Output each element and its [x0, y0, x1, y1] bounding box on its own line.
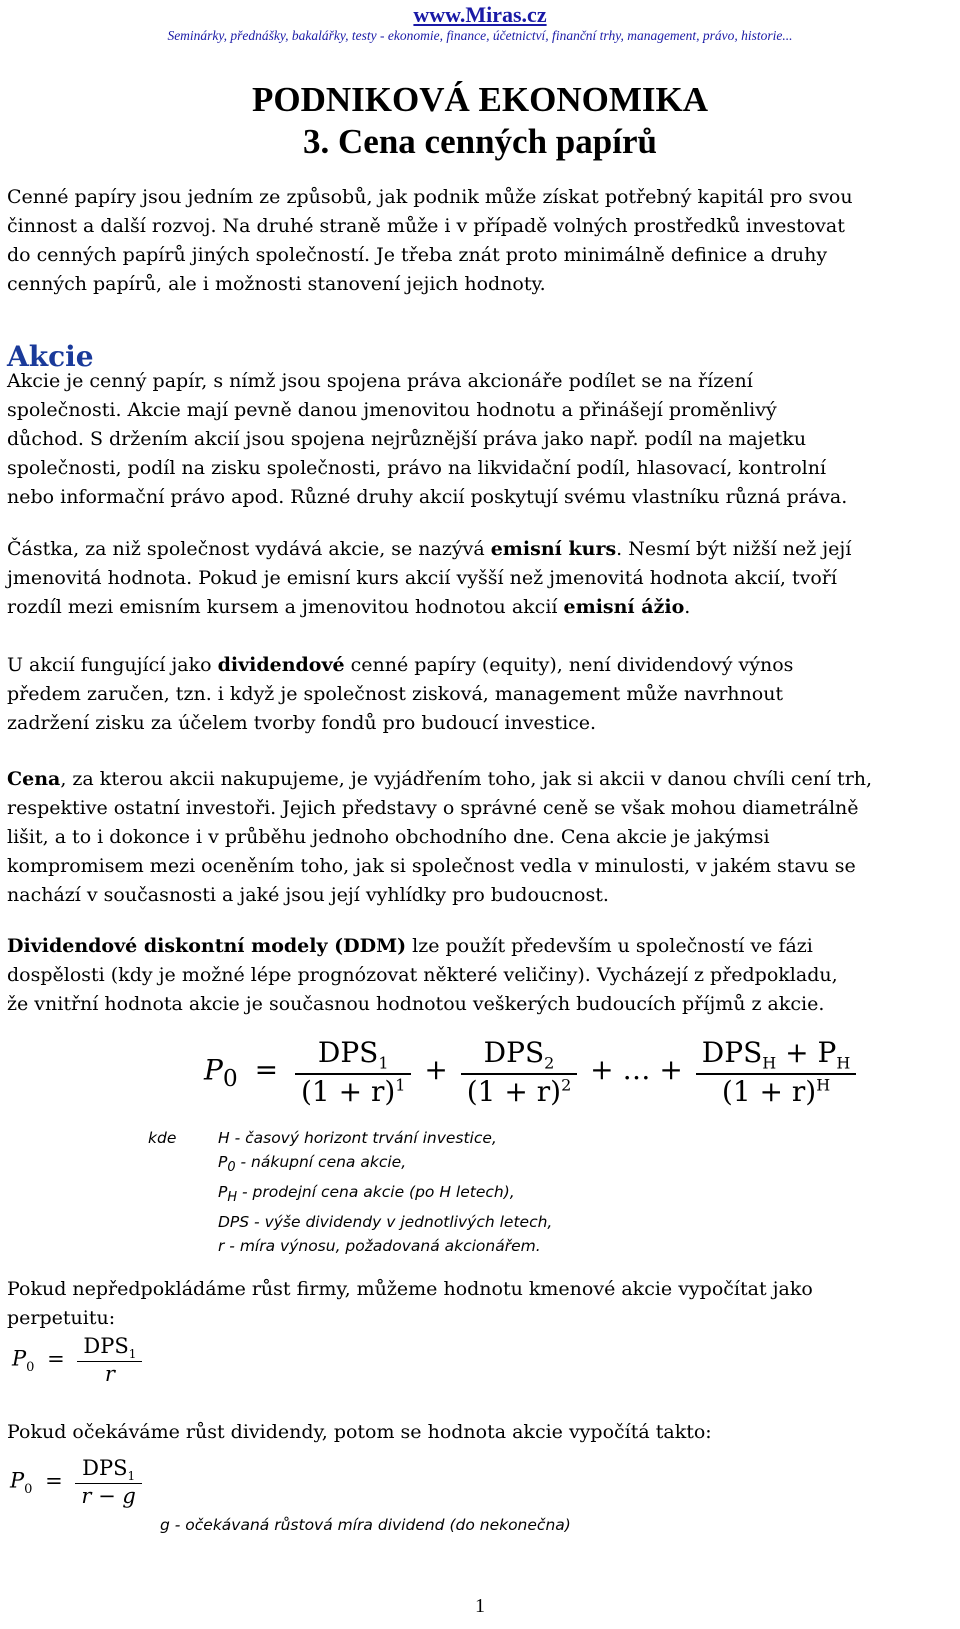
term-emisni-kurs: emisní kurs: [490, 538, 617, 560]
cena-paragraph: [7, 765, 957, 910]
text-line: cenných papírů, ale i možnosti stanovení jejich hodnoty.: [7, 273, 546, 295]
text-line: předem zaručen, tzn. i když je společnost zisková, management může navrhnout: [7, 683, 784, 705]
text-line: zadržení zisku za účelem tvorby fondů pro budoucí investice.: [7, 712, 597, 734]
text-line: Pokud nepředpokládáme růst firmy, můžeme hodnotu kmenové akcie vypočítat jako: [7, 1278, 813, 1300]
text-line: Akcie je cenný papír, s nímž jsou spojena práva akcionáře podílet se na řízení: [7, 370, 753, 392]
term-dividendove: dividendové: [217, 654, 345, 676]
ddm-term-2: $\frac{DPS_2}{(1 + r)^2}$: [461, 1036, 578, 1108]
legend-kde: kde: [148, 1129, 177, 1147]
perpetuita-paragraph: [7, 1275, 957, 1333]
chapter-title: 3. Cena cenných papírů: [303, 122, 657, 161]
site-subtitle: Seminárky, přednášky, bakalářky, testy - ekonomie, finance, účetnictví, finanční trhy, management, právo, historie...: [167, 28, 793, 43]
text-line: Pokud očekáváme růst dividendy, potom se hodnota akcie vypočítá takto:: [7, 1421, 712, 1443]
text-line: společnosti, podíl na zisku společnosti, právo na likvidační podíl, hlasovací, kontrolní: [7, 457, 827, 479]
text-line: respektive ostatní investoři. Jejich představy o správné ceně se však mohou diametrálně: [7, 797, 859, 819]
intro-paragraph: [7, 183, 957, 299]
text-line: lišit, a to i dokonce i v průběhu jednoho obchodního dne. Cena akcie je jakýmsi: [7, 826, 770, 848]
text-line: kompromisem mezi oceněním toho, jak si společnost vedla v minulosti, v jakém stavu se: [7, 855, 856, 877]
text-line: dospělosti (kdy je možné lépe prognózovat některé veličiny). Vycházejí z předpokladu,: [7, 964, 838, 986]
legend-item: H - časový horizont trvání investice,: [218, 1129, 497, 1147]
legend-item: r - míra výnosu, požadovaná akcionářem.: [218, 1237, 541, 1256]
ddm-term-h: $\frac{DPS_H + P_H}{(1 + r)^H}$: [696, 1036, 857, 1108]
term-emisni-azio: emisní ážio: [563, 596, 685, 618]
text-line: Částka, za niž společnost vydává akcie, se nazývá emisní kurs. Nesmí být nižší než její: [7, 538, 852, 560]
dividendove-paragraph: [7, 651, 957, 738]
page-number: 1: [475, 1595, 485, 1617]
text-line: Dividendové diskontní modely (DDM) lze použít především u společností ve fázi: [7, 935, 813, 957]
akcie-paragraph: [7, 367, 957, 512]
ddm-formula: $P_0$ = $\frac{DPS_1}{(1 + r)^1}$ + $\frac{DPS_2}{(1 + r)^2}$ + … + $\frac{DPS_H + P_H}{(1 + r)^H}$: [204, 1036, 856, 1108]
growth-formula: $P_0$ = $\frac{DPS_1}{r - g}$: [10, 1456, 142, 1508]
growth-note: g - očekávaná růstová míra dividend (do nekonečna): [160, 1516, 571, 1534]
section-heading: Akcie: [7, 340, 94, 373]
document-title: PODNIKOVÁ EKONOMIKA: [252, 80, 708, 119]
text-line: nebo informační právo apod. Různé druhy akcií poskytují svému vlastníku různá práva.: [7, 486, 848, 508]
ddm-term-1: $\frac{DPS_1}{(1 + r)^1}$: [295, 1036, 412, 1108]
text-line: U akcií fungující jako dividendové cenné papíry (equity), není dividendový výnos: [7, 654, 794, 676]
text-line: do cenných papírů jiných společností. Je třeba znát proto minimálně definice a druhy: [7, 244, 828, 266]
legend-item: $P_H$ - prodejní cena akcie (po H letech),: [218, 1183, 515, 1206]
term-ddm: Dividendové diskontní modely (DDM): [7, 935, 407, 957]
text-line: činnost a další rozvoj. Na druhé straně může i v případě volných prostředků investovat: [7, 215, 845, 237]
legend-item: DPS - výše dividendy v jednotlivých letech,: [218, 1213, 553, 1232]
legend-item: $P_0$ - nákupní cena akcie,: [218, 1153, 407, 1176]
text-line: Cenné papíry jsou jedním ze způsobů, jak podnik může získat potřebný kapitál pro svou: [7, 186, 853, 208]
text-line: jmenovitá hodnota. Pokud je emisní kurs akcií vyšší než jmenovitá hodnota akcií, tvoří: [7, 567, 837, 589]
text-line: perpetuitu:: [7, 1307, 116, 1329]
text-line: důchod. S držením akcií jsou spojena nejrůznější práva jako např. podíl na majetku: [7, 428, 807, 450]
text-line: nachází v současnosti a jaké jsou její vyhlídky pro budoucnost.: [7, 884, 609, 906]
text-line: společnosti. Akcie mají pevně danou jmenovitou hodnotu a přinášejí proměnlivý: [7, 399, 777, 421]
text-line: rozdíl mezi emisním kursem a jmenovitou hodnotou akcií emisní ážio.: [7, 596, 691, 618]
text-line: Cena, za kterou akcii nakupujeme, je vyjádřením toho, jak si akcii v danou chvíli cení trh,: [7, 768, 873, 790]
perpetuity-formula: $P_0$ = $\frac{DPS_1}{r}$: [12, 1334, 142, 1386]
ddm-paragraph: [7, 932, 957, 1019]
text-line: že vnitřní hodnota akcie je současnou hodnotou veškerých budoucích příjmů z akcie.: [7, 993, 825, 1015]
term-cena: Cena: [7, 768, 61, 790]
site-link[interactable]: www.Miras.cz: [413, 2, 547, 27]
emisni-kurs-paragraph: [7, 535, 957, 622]
rust-paragraph: [7, 1418, 957, 1447]
